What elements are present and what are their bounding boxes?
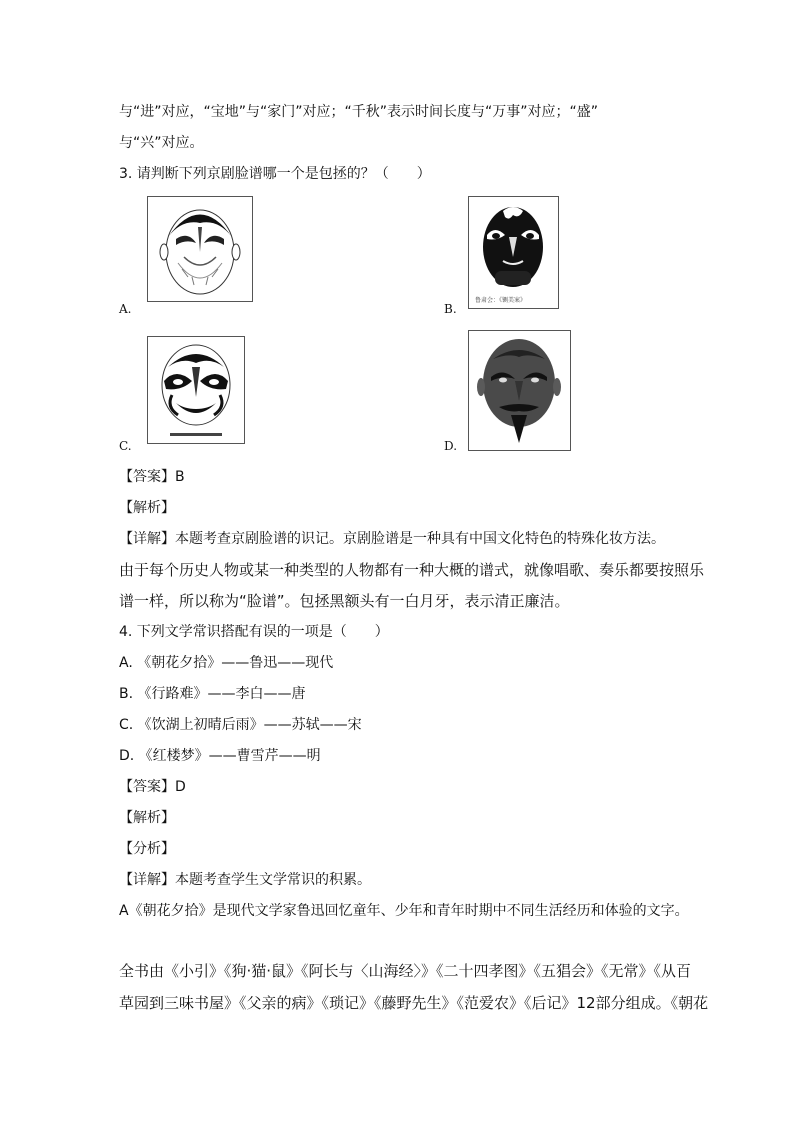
option-b-mask-image [468, 196, 559, 309]
q4-option-c: C. 《饮湖上初晴后雨》——苏轼——宋 [119, 717, 362, 733]
detail-q3-line-2: 由于每个历史人物或某一种类型的人物都有一种大概的谱式，就像唱歌、奏乐都要按照乐 [119, 561, 705, 579]
analysis-heading-q4: 【解析】 [119, 810, 175, 826]
answer-q3: 【答案】B [119, 469, 185, 485]
option-c-mask-image [147, 336, 245, 444]
continued-text-line-1: 与“进”对应，“宝地”与“家门”对应；“千秋”表示时间长度与“万事”对应；“盛” [119, 104, 599, 120]
q4-option-b: B. 《行路难》——李白——唐 [119, 686, 306, 702]
fenxi-heading-q4: 【分析】 [119, 841, 175, 857]
detail-q4-paragraph-line-1: A《朝花夕拾》是现代文学家鲁迅回忆童年、少年和青年时期中不同生活经历和体验的文字。 [119, 903, 689, 919]
question-4: 4. 下列文学常识搭配有误的一项是（ ） [119, 624, 389, 640]
option-b-image-caption: 鲁肃会：《铡美案》 [475, 297, 527, 304]
option-d-mask-image [468, 330, 571, 451]
detail-q4-paragraph-line-2: 全书由《小引》《狗·猫·鼠》《阿长与〈山海经〉》《二十四孝图》《五猖会》《无常》《从百 [119, 962, 692, 980]
answer-q4: 【答案】D [119, 779, 186, 795]
option-d-label: D. [444, 439, 458, 453]
q4-option-a: A. 《朝花夕拾》——鲁迅——现代 [119, 655, 334, 671]
detail-q3-line-1: 【详解】本题考查京剧脸谱的识记。京剧脸谱是一种具有中国文化特色的特殊化妆方法。 [119, 531, 665, 547]
detail-q4-paragraph-line-3: 草园到三味书屋》《父亲的病》《琐记》《藤野先生》《范爱农》《后记》12部分组成。《朝花 [119, 994, 709, 1012]
question-3: 3. 请判断下列京剧脸谱哪一个是包拯的？（ ） [119, 166, 431, 182]
option-b-label: B. [444, 302, 457, 316]
option-a-mask-image [147, 196, 253, 302]
analysis-heading-q3: 【解析】 [119, 500, 175, 516]
q4-option-d: D. 《红楼梦》——曹雪芹——明 [119, 748, 321, 764]
detail-q4: 【详解】本题考查学生文学常识的积累。 [119, 872, 371, 888]
option-a-label: A. [119, 302, 132, 316]
option-c-label: C. [119, 439, 132, 453]
detail-q3-line-3: 谱一样，所以称为“脸谱”。包拯黑额头有一白月牙，表示清正廉洁。 [119, 592, 570, 610]
continued-text-line-2: 与“兴”对应。 [119, 135, 204, 151]
